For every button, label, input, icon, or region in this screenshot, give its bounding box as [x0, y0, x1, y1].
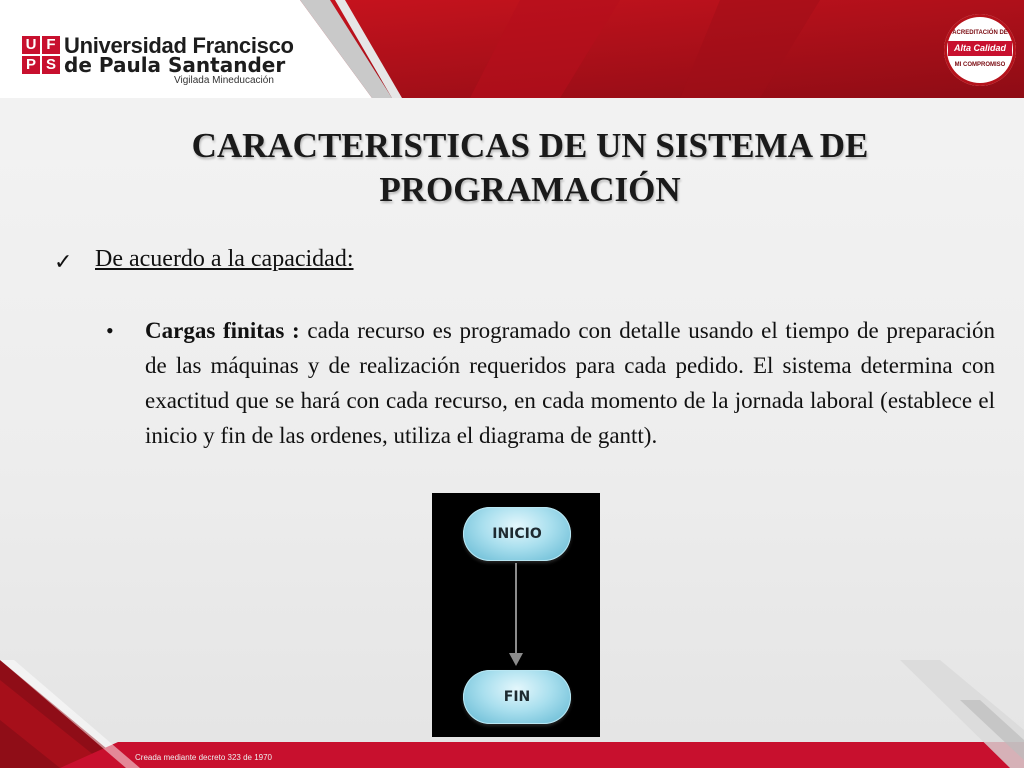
logo-letter-p: P	[22, 56, 40, 74]
bullet-paragraph	[145, 313, 995, 453]
accreditation-seal	[944, 14, 1016, 86]
start-node: INICIO	[463, 507, 571, 561]
footer-graphic	[0, 660, 1024, 768]
logo-letter-f: F	[42, 36, 60, 54]
logo-letter-s: S	[42, 56, 60, 74]
logo-letter-u: U	[22, 36, 40, 54]
seal-top-text: ACREDITACIÓN DE	[952, 30, 1008, 36]
bullet-text: cada recurso es programado con detalle usando el tiempo de preparación de las máquinas y de realización requeridos para cada pedido. El sistema determina con exactitud que se hará con cada recurso, en cada momento de la jornada laboral (establece el inicio y fin de las ordenes, utiliza el diagrama de gantt).	[145, 318, 995, 448]
checkmark-icon: ✓	[54, 250, 73, 275]
university-name-line2: de Paula Santander	[64, 53, 286, 77]
slide-title: CARACTERISTICAS DE UN SISTEMA DE PROGRAMACIÓN	[191, 126, 869, 209]
ufps-logo-mark	[22, 36, 60, 74]
university-logo	[22, 33, 312, 92]
seal-bottom-text: MI COMPROMISO	[954, 62, 1006, 68]
section-heading: De acuerdo a la capacidad:	[95, 246, 354, 272]
bullet-icon: •	[106, 318, 114, 343]
seal-band-text: Alta Calidad	[948, 41, 1012, 56]
end-node: FIN	[463, 670, 571, 724]
university-name-line1: Universidad Francisco	[64, 33, 294, 58]
bullet-term: Cargas finitas :	[145, 318, 300, 343]
flow-arrow-line	[515, 563, 517, 657]
footer-caption: Creada mediante decreto 323 de 1970	[135, 753, 272, 762]
university-tagline: Vigilada Mineducación	[174, 75, 274, 86]
